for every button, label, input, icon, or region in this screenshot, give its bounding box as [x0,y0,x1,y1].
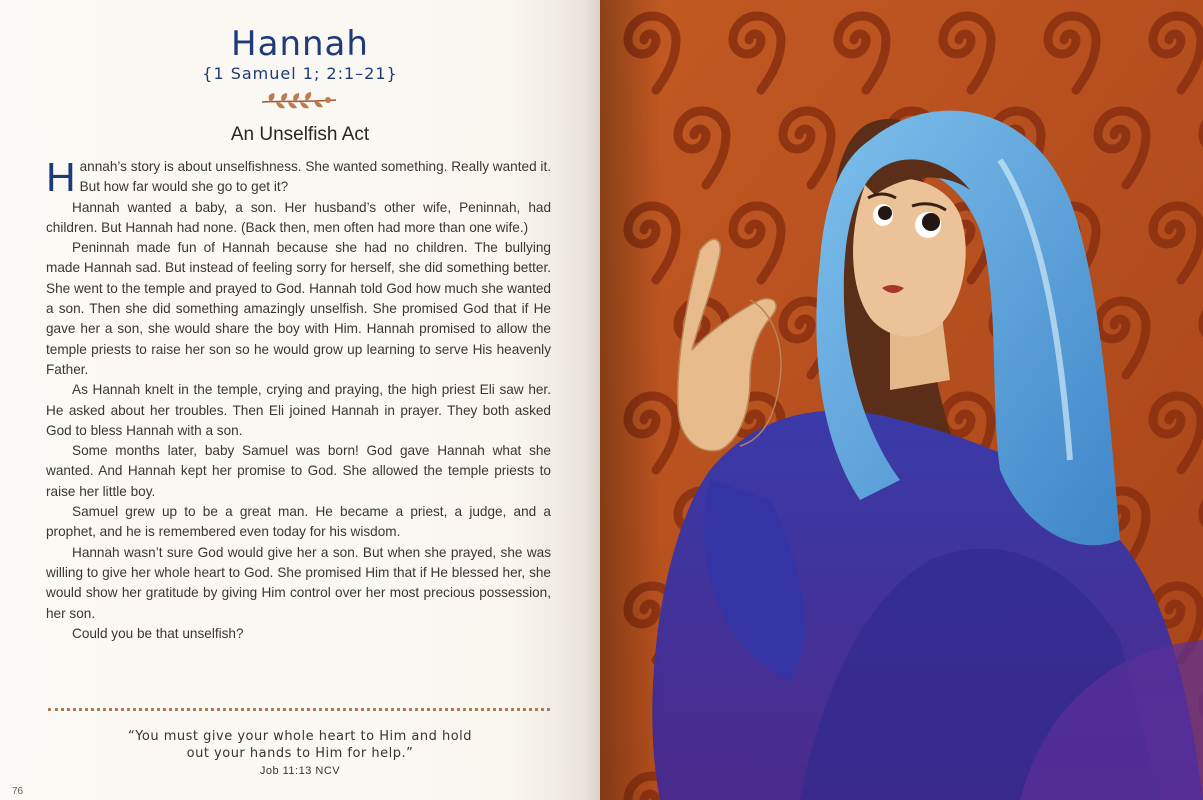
memory-verse-line: “You must give your whole heart to Him and hold [127,729,473,744]
paragraph: Samuel grew up to be a great man. He became a priest, a judge, and a prophet, and he is remembered even today for his wisdom. [46,504,551,540]
verse-reference: Job 11:13 NCV [259,765,341,777]
dotted-divider [48,708,550,711]
hannah-illustration [600,0,1203,800]
paragraph: Could you be that unselfish? [72,625,244,641]
paragraph: Peninnah made fun of Hannah because she had no children. The bullying made Hannah sad. But instead of feeling sorry for herself, she did something better. She went to the temple and prayed to God. Hannah told God how much she wanted a son. Then she did something amazingly unselfish. She promised God that if He gave her a son, she would share the boy with Him. Hannah promised to allow the temple priests to raise her son so he would grow up learning to serve His heavenly Father. [46,240,551,377]
paragraph: Hannah wanted a baby, a son. Her husband’s other wife, Peninnah, had children. But Hannah had none. (Back then, men often had more than one wife.) [46,199,551,235]
scripture-reference: {1 Samuel 1; 2:1–21} [202,64,398,83]
paragraph: Some months later, baby Samuel was born! God gave Hannah what she wanted. And Hannah kept her promise to God. She allowed the temple priests to raise her little boy. [46,443,551,499]
story-body [46,154,551,644]
memory-verse [0,728,600,762]
drop-cap: H [46,154,76,200]
left-page [0,0,600,800]
page-title: Hannah [231,24,369,64]
face [853,178,966,336]
leaf-sprig-icon [258,90,340,112]
illustration-page [600,0,1203,800]
paragraph: Hannah wasn’t sure God would give her a son. But when she prayed, she was willing to give her whole heart to God. She promised Him that if He blessed her, she would show her gratitude by giving Him control over her most precious possession, her son. [46,544,551,621]
section-heading: An Unselfish Act [230,124,370,145]
paragraph: Hannah’s story is about unselfishness. She wanted something. Really wanted it. But how far would she go to get it? [46,154,551,200]
page-number: 76 [12,786,24,797]
memory-verse-line: out your hands to Him for help.” [186,746,414,761]
paragraph: As Hannah knelt in the temple, crying and praying, the high priest Eli saw her. He asked about her troubles. Then Eli joined Hannah in prayer. They both asked God to bless Hannah with a son. [46,382,551,438]
